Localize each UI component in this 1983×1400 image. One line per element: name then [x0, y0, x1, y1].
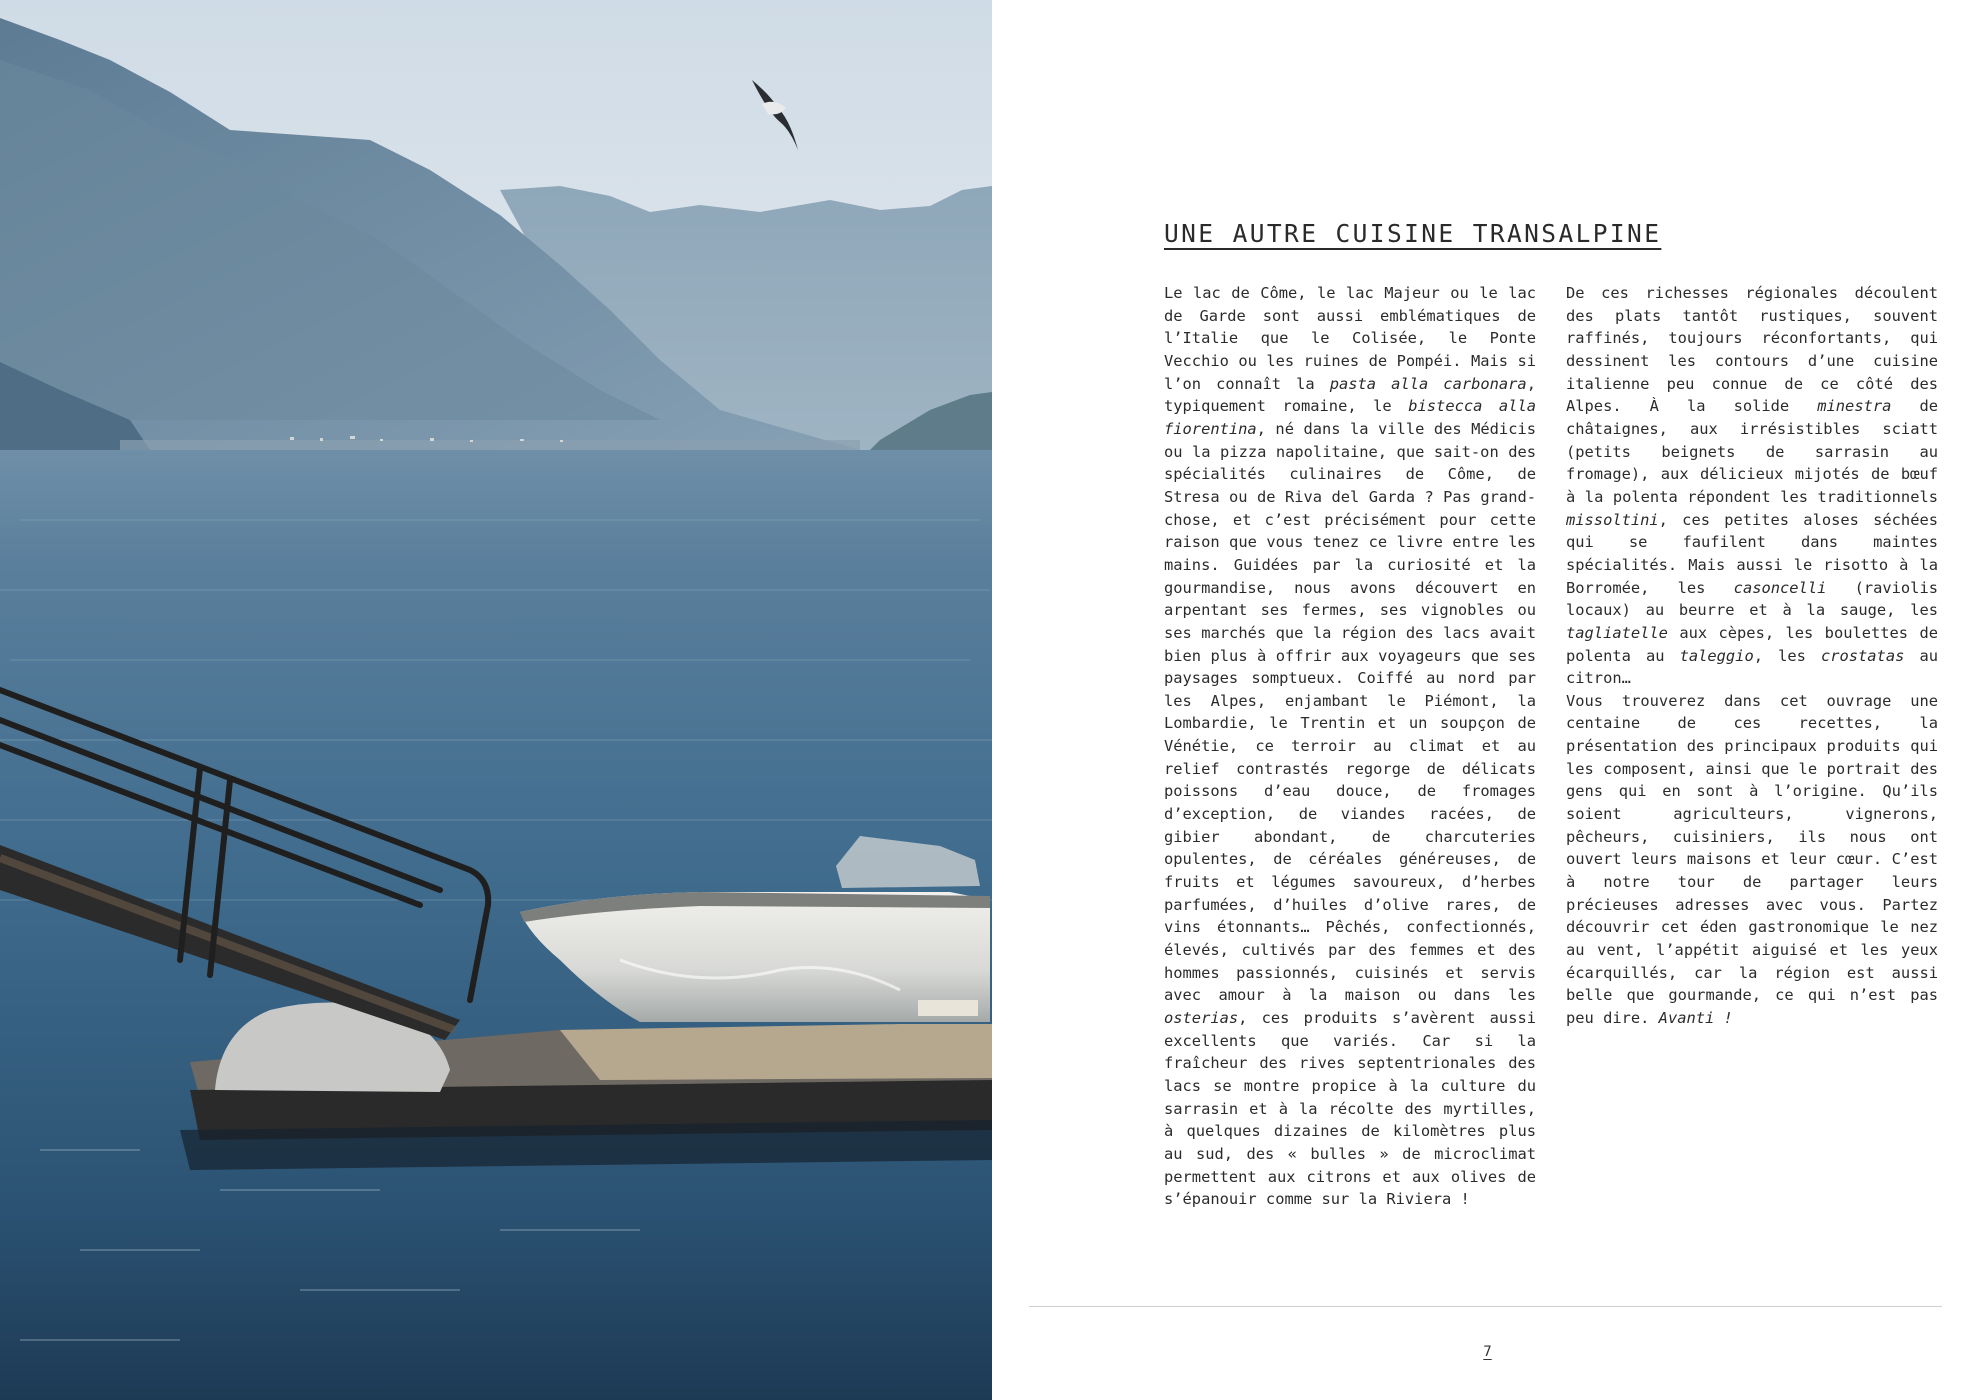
text-column-right [1566, 282, 1938, 1030]
italic-term: casoncelli [1733, 578, 1827, 597]
text-column-left [1164, 282, 1536, 1211]
book-paragraph: Vous trouverez dans cet ouvrage une centaine de ces recettes, la présentation des principaux produits qui les composent, ainsi que le portrait des gens qui en sont à l’origine. Qu’ils soient agriculteurs, vignerons, pêcheurs, cuisiniers, ils nous ont ouvert leurs maisons et leur cœur. C’est à notre tour de partager leurs précieuses adresses avec vous. Partez découvrir cet éden gastronomique le nez au vent, l’appétit aiguisé et les yeux écarquillés, car la région est aussi belle que gourmande, ce qui n’est pas peu dire. Avanti ! [1566, 691, 1938, 1027]
dishes-paragraph: De ces richesses régionales découlent des plats tantôt rustiques, souvent raffinés, toujours réconfortants, qui dessinent les contours d’une cuisine italienne peu connue de ce côté des Alpes. À la solide minestra de châtaignes, aux irrésistibles sciatt (petits beignets de sarrasin au fromage), aux délicieux mijotés de bœuf à la polenta répondent les traditionnels missoltini, ces petites aloses séchées qui se faufilent dans maintes spécialités. Mais aussi le risotto à la Borromée, les casoncelli (raviolis locaux) au beurre et à la sauge, les tagliatelle aux cèpes, les boulettes de polenta au taleggio, les crostatas au citron… [1566, 284, 1938, 688]
footer-rule [1029, 1306, 1942, 1307]
italic-term: pasta alla carbonara [1329, 374, 1527, 393]
page-number: 7 [1483, 1344, 1492, 1360]
intro-paragraph: Le lac de Côme, le lac Majeur ou le lac de Garde sont aussi emblématiques de l’Italie que le Colisée, le Ponte Vecchio ou les ruines de Pompéi. Mais si l’on connaît la pasta alla carbonara, typiquement romaine, le bistecca alla fiorentina, né dans la ville des Médicis ou la pizza napolitaine, que sait-on des spécialités culinaires de Côme, de Stresa ou de Riva del Garda ? Pas grand-chose, et c’est précisément pour cette raison que vous tenez ce livre entre les mains. Guidées par la curiosité et la gourmandise, nous avons découvert en arpentant ses fermes, ses vignobles ou ses marchés que la région des lacs avait bien plus à offrir aux voyageurs que ses paysages somptueux. Coiffé au nord par les Alpes, enjambant le Piémont, la Lombardie, le Trentin et un soupçon de Vénétie, ce terroir au climat et au relief contrastés regorge de délicats poissons d’eau douce, de fromages d’exception, de viandes racées, de gibier abondant, de charcuteries opulentes, de céréales généreuses, de fruits et légumes savoureux, d’herbes parfumées, d’huiles d’olive rares, de vins étonnants… Pêchés, confectionnés, élevés, cultivés par des femmes et des hommes passionnés, cuisinés et servis avec amour à la maison ou dans les osterias, ces produits s’avèrent aussi excellents que variés. Car si la fraîcheur des rives septentrionales des lacs se montre propice à la culture du sarrasin et à la récolte des myrtilles, à quelques dizaines de kilomètres plus au sud, des « bulles » de microclimat permettent aux citrons et aux olives de s’épanouir comme sur la Riviera ! [1164, 284, 1536, 1209]
italic-term: bistecca alla fiorentina [1164, 397, 1536, 438]
italic-term: crostatas [1820, 646, 1905, 665]
italic-term: missoltini [1566, 510, 1659, 529]
italic-term: tagliatelle [1566, 623, 1668, 642]
text-page [992, 0, 1983, 1400]
section-title: UNE AUTRE CUISINE TRANSALPINE [1164, 219, 1662, 248]
italic-term: Avanti ! [1658, 1009, 1733, 1027]
italic-term: osterias [1164, 1009, 1239, 1027]
italic-term: minestra [1817, 397, 1892, 416]
italic-term: taleggio [1679, 646, 1754, 665]
